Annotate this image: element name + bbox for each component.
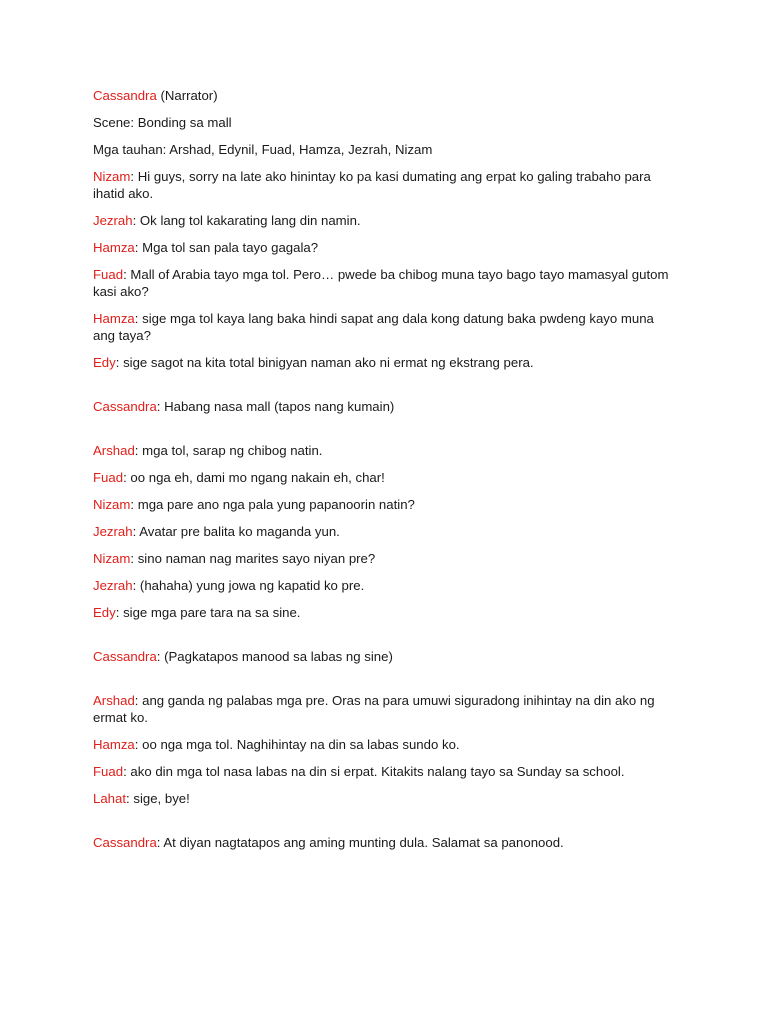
speaker-name: Nizam [93,169,131,184]
dialogue-text: sige mga pare tara na sa sine. [119,605,301,620]
dialogue-text: oo nga mga tol. Naghihintay na din sa labas sundo ko. [138,737,460,752]
speaker-name: Jezrah [93,213,133,228]
dialogue-text: Mga tol san pala tayo gagala? [138,240,319,255]
speaker-name: Arshad [93,443,135,458]
dialogue-line: Nizam: sino naman nag marites sayo niyan pre? [93,551,376,566]
dialogue-text: sino naman nag marites sayo niyan pre? [134,551,376,566]
dialogue-line: Jezrah: Ok lang tol kakarating lang din namin. [93,213,361,228]
dialogue-text: Hi guys, sorry na late ako hinintay ko pa kasi dumating ang erpat ko galing trabaho para ihatid ako. [93,169,651,201]
speaker-name: Fuad [93,267,124,282]
dialogue-text: mga pare ano nga pala yung papanoorin natin? [134,497,415,512]
narration-text: Habang nasa mall (tapos nang kumain) [160,399,395,414]
dialogue-line: Fuad: oo nga eh, dami mo ngang nakain eh, char! [93,470,385,485]
narration-text: (Pagkatapos manood sa labas ng sine) [160,649,393,664]
dialogue-line: Edy: sige mga pare tara na sa sine. [93,605,301,620]
dialogue-text: Ok lang tol kakarating lang din namin. [136,213,361,228]
cast-line: Mga tauhan: Arshad, Edynil, Fuad, Hamza, Jezrah, Nizam [93,142,433,157]
dialogue-line: Lahat: sige, bye! [93,791,190,806]
narration-line: Cassandra: (Pagkatapos manood sa labas ng sine) [93,649,393,664]
dialogue-line: Arshad: mga tol, sarap ng chibog natin. [93,443,323,458]
dialogue-text: Mall of Arabia tayo mga tol. Pero… pwede ba chibog muna tayo bago tayo mamasyal gutom kasi ako? [93,267,669,299]
dialogue-line: Jezrah: (hahaha) yung jowa ng kapatid ko pre. [93,578,365,593]
speaker-name: Edy [93,605,116,620]
scene-line: Scene: Bonding sa mall [93,115,232,130]
dialogue-text: sige, bye! [129,791,190,806]
narration-line: Cassandra: Habang nasa mall (tapos nang kumain) [93,399,395,414]
speaker-name: Lahat [93,791,127,806]
speaker-name: Nizam [93,497,131,512]
speaker-name: Cassandra [93,649,157,664]
speaker-name: Fuad [93,470,124,485]
speaker-name: Hamza [93,240,135,255]
dialogue-line: Hamza: oo nga mga tol. Naghihintay na din sa labas sundo ko. [93,737,460,752]
dialogue-line: Hamza: Mga tol san pala tayo gagala? [93,240,319,255]
dialogue-text: (hahaha) yung jowa ng kapatid ko pre. [136,578,365,593]
speaker-name: Edy [93,355,116,370]
speaker-name: Cassandra [93,399,157,414]
speaker-name: Jezrah [93,524,133,539]
script-content [93,87,673,861]
dialogue-text: ako din mga tol nasa labas na din si erpat. Kitakits nalang tayo sa Sunday sa school. [126,764,625,779]
narrator-line [93,87,673,104]
dialogue-text: Avatar pre balita ko maganda yun. [136,524,340,539]
speaker-name: Cassandra [93,88,157,103]
speaker-name: Arshad [93,693,135,708]
dialogue-line: Jezrah: Avatar pre balita ko maganda yun. [93,524,340,539]
narrator-role: (Narrator) [156,88,218,103]
dialogue-line: Fuad: ako din mga tol nasa labas na din si erpat. Kitakits nalang tayo sa Sunday sa school. [93,764,625,779]
dialogue-text: oo nga eh, dami mo ngang nakain eh, char! [126,470,385,485]
closing-line: Cassandra: At diyan nagtatapos ang aming munting dula. Salamat sa panonood. [93,835,564,850]
closing-text: At diyan nagtatapos ang aming munting dula. Salamat sa panonood. [160,835,564,850]
dialogue-line: Arshad: ang ganda ng palabas mga pre. Oras na para umuwi siguradong inihintay na din ako ng ermat ko. [93,693,655,725]
speaker-name: Hamza [93,311,135,326]
dialogue-text: mga tol, sarap ng chibog natin. [138,443,323,458]
speaker-name: Cassandra [93,835,157,850]
dialogue-line: Edy: sige sagot na kita total binigyan naman ako ni ermat ng ekstrang pera. [93,355,534,370]
speaker-name: Hamza [93,737,135,752]
dialogue-line: Nizam: Hi guys, sorry na late ako hinintay ko pa kasi dumating ang erpat ko galing trabaho para ihatid ako. [93,169,651,201]
speaker-name: Fuad [93,764,124,779]
dialogue-line: Nizam: mga pare ano nga pala yung papanoorin natin? [93,497,415,512]
dialogue-line: Hamza: sige mga tol kaya lang baka hindi sapat ang dala kong datung baka pwdeng kayo muna ang taya? [93,311,654,343]
dialogue-text: sige mga tol kaya lang baka hindi sapat ang dala kong datung baka pwdeng kayo muna ang taya? [93,311,654,343]
dialogue-line: Fuad: Mall of Arabia tayo mga tol. Pero… pwede ba chibog muna tayo bago tayo mamasyal gutom kasi ako? [93,267,669,299]
dialogue-text: ang ganda ng palabas mga pre. Oras na para umuwi siguradong inihintay na din ako ng ermat ko. [93,693,655,725]
speaker-name: Jezrah [93,578,133,593]
speaker-name: Nizam [93,551,131,566]
dialogue-text: sige sagot na kita total binigyan naman ako ni ermat ng ekstrang pera. [119,355,534,370]
